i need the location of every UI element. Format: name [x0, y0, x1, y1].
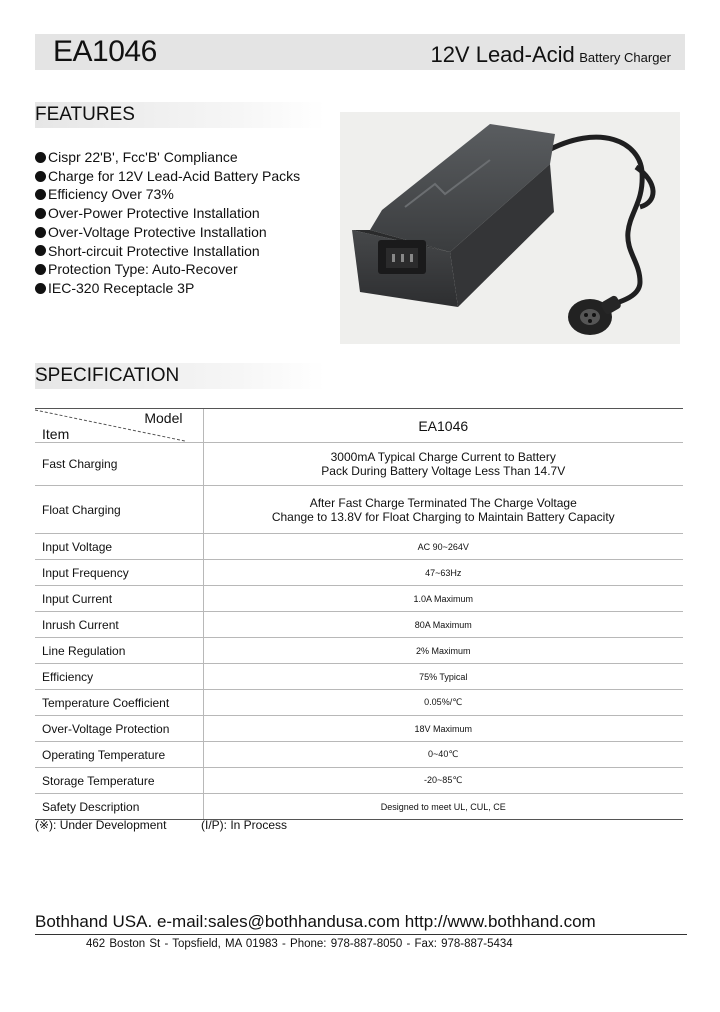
note-under-development: (※): Under Development	[35, 818, 167, 832]
header-diagonal-cell	[35, 409, 203, 443]
header-model-value: EA1046	[203, 409, 683, 443]
table-row: Input Voltage AC 90~264V	[35, 534, 683, 560]
feature-item: Over-Power Protective Installation	[35, 204, 300, 223]
feature-item: Protection Type: Auto-Recover	[35, 260, 300, 279]
specification-table	[35, 408, 683, 820]
table-row: Storage Temperature -20~85℃	[35, 768, 683, 794]
table-row: Input Current 1.0A Maximum	[35, 586, 683, 612]
product-photo	[340, 112, 680, 344]
header-model-label: Model	[144, 410, 183, 426]
bullet-icon	[35, 208, 46, 219]
table-row: Inrush Current 80A Maximum	[35, 612, 683, 638]
feature-item: Short-circuit Protective Installation	[35, 242, 300, 261]
bullet-icon	[35, 264, 46, 275]
table-row: Efficiency 75% Typical	[35, 664, 683, 690]
table-row: Temperature Coefficient 0.05%/℃	[35, 690, 683, 716]
title-bar	[35, 34, 685, 70]
feature-item: IEC-320 Receptacle 3P	[35, 279, 300, 298]
feature-item: Efficiency Over 73%	[35, 185, 300, 204]
company-address: 462 Boston St - Topsfield, MA 01983 - Phone: 978-887-8050 - Fax: 978-887-5434	[86, 938, 513, 950]
feature-item: Charge for 12V Lead-Acid Battery Packs	[35, 167, 300, 186]
bullet-icon	[35, 152, 46, 163]
bullet-icon	[35, 283, 46, 294]
feature-item: Cispr 22'B', Fcc'B' Compliance	[35, 148, 300, 167]
note-in-process: (I/P): In Process	[201, 818, 288, 832]
charger-illustration	[340, 112, 680, 344]
feature-item: Over-Voltage Protective Installation	[35, 223, 300, 242]
bullet-icon	[35, 171, 46, 182]
product-name-sub: Battery Charger	[579, 50, 671, 65]
product-name	[430, 42, 671, 68]
company-name: Bothhand USA.	[35, 912, 153, 931]
product-name-main: 12V Lead-Acid	[430, 42, 575, 67]
table-row: Operating Temperature 0~40℃	[35, 742, 683, 768]
features-heading: FEATURES	[35, 102, 325, 128]
features-list	[35, 148, 300, 298]
header-item-label: Item	[42, 426, 70, 442]
footer-divider	[35, 934, 687, 935]
specification-heading: SPECIFICATION	[35, 363, 325, 389]
bullet-icon	[35, 189, 46, 200]
table-row: Input Frequency 47~63Hz	[35, 560, 683, 586]
model-number: EA1046	[53, 35, 157, 68]
email-label: e-mail:	[156, 912, 208, 931]
table-header-row	[35, 409, 683, 443]
table-row: Line Regulation 2% Maximum	[35, 638, 683, 664]
bullet-icon	[35, 245, 46, 256]
table-row: Safety Description Designed to meet UL, CUL, CE	[35, 794, 683, 820]
footer-contact	[35, 912, 596, 932]
table-row: Float Charging After Fast Charge Terminated The Charge Voltage Change to 13.8V for Float Charging to Maintain Battery Capacity	[35, 486, 683, 534]
bullet-icon	[35, 227, 46, 238]
cable	[545, 137, 642, 308]
table-row: Fast Charging 3000mA Typical Charge Current to Battery Pack During Battery Voltage Less Than 14.7V	[35, 443, 683, 486]
table-row: Over-Voltage Protection 18V Maximum	[35, 716, 683, 742]
website-link[interactable]: http://www.bothhand.com	[404, 912, 596, 931]
email-link[interactable]: sales@bothhandusa.com	[207, 912, 401, 931]
